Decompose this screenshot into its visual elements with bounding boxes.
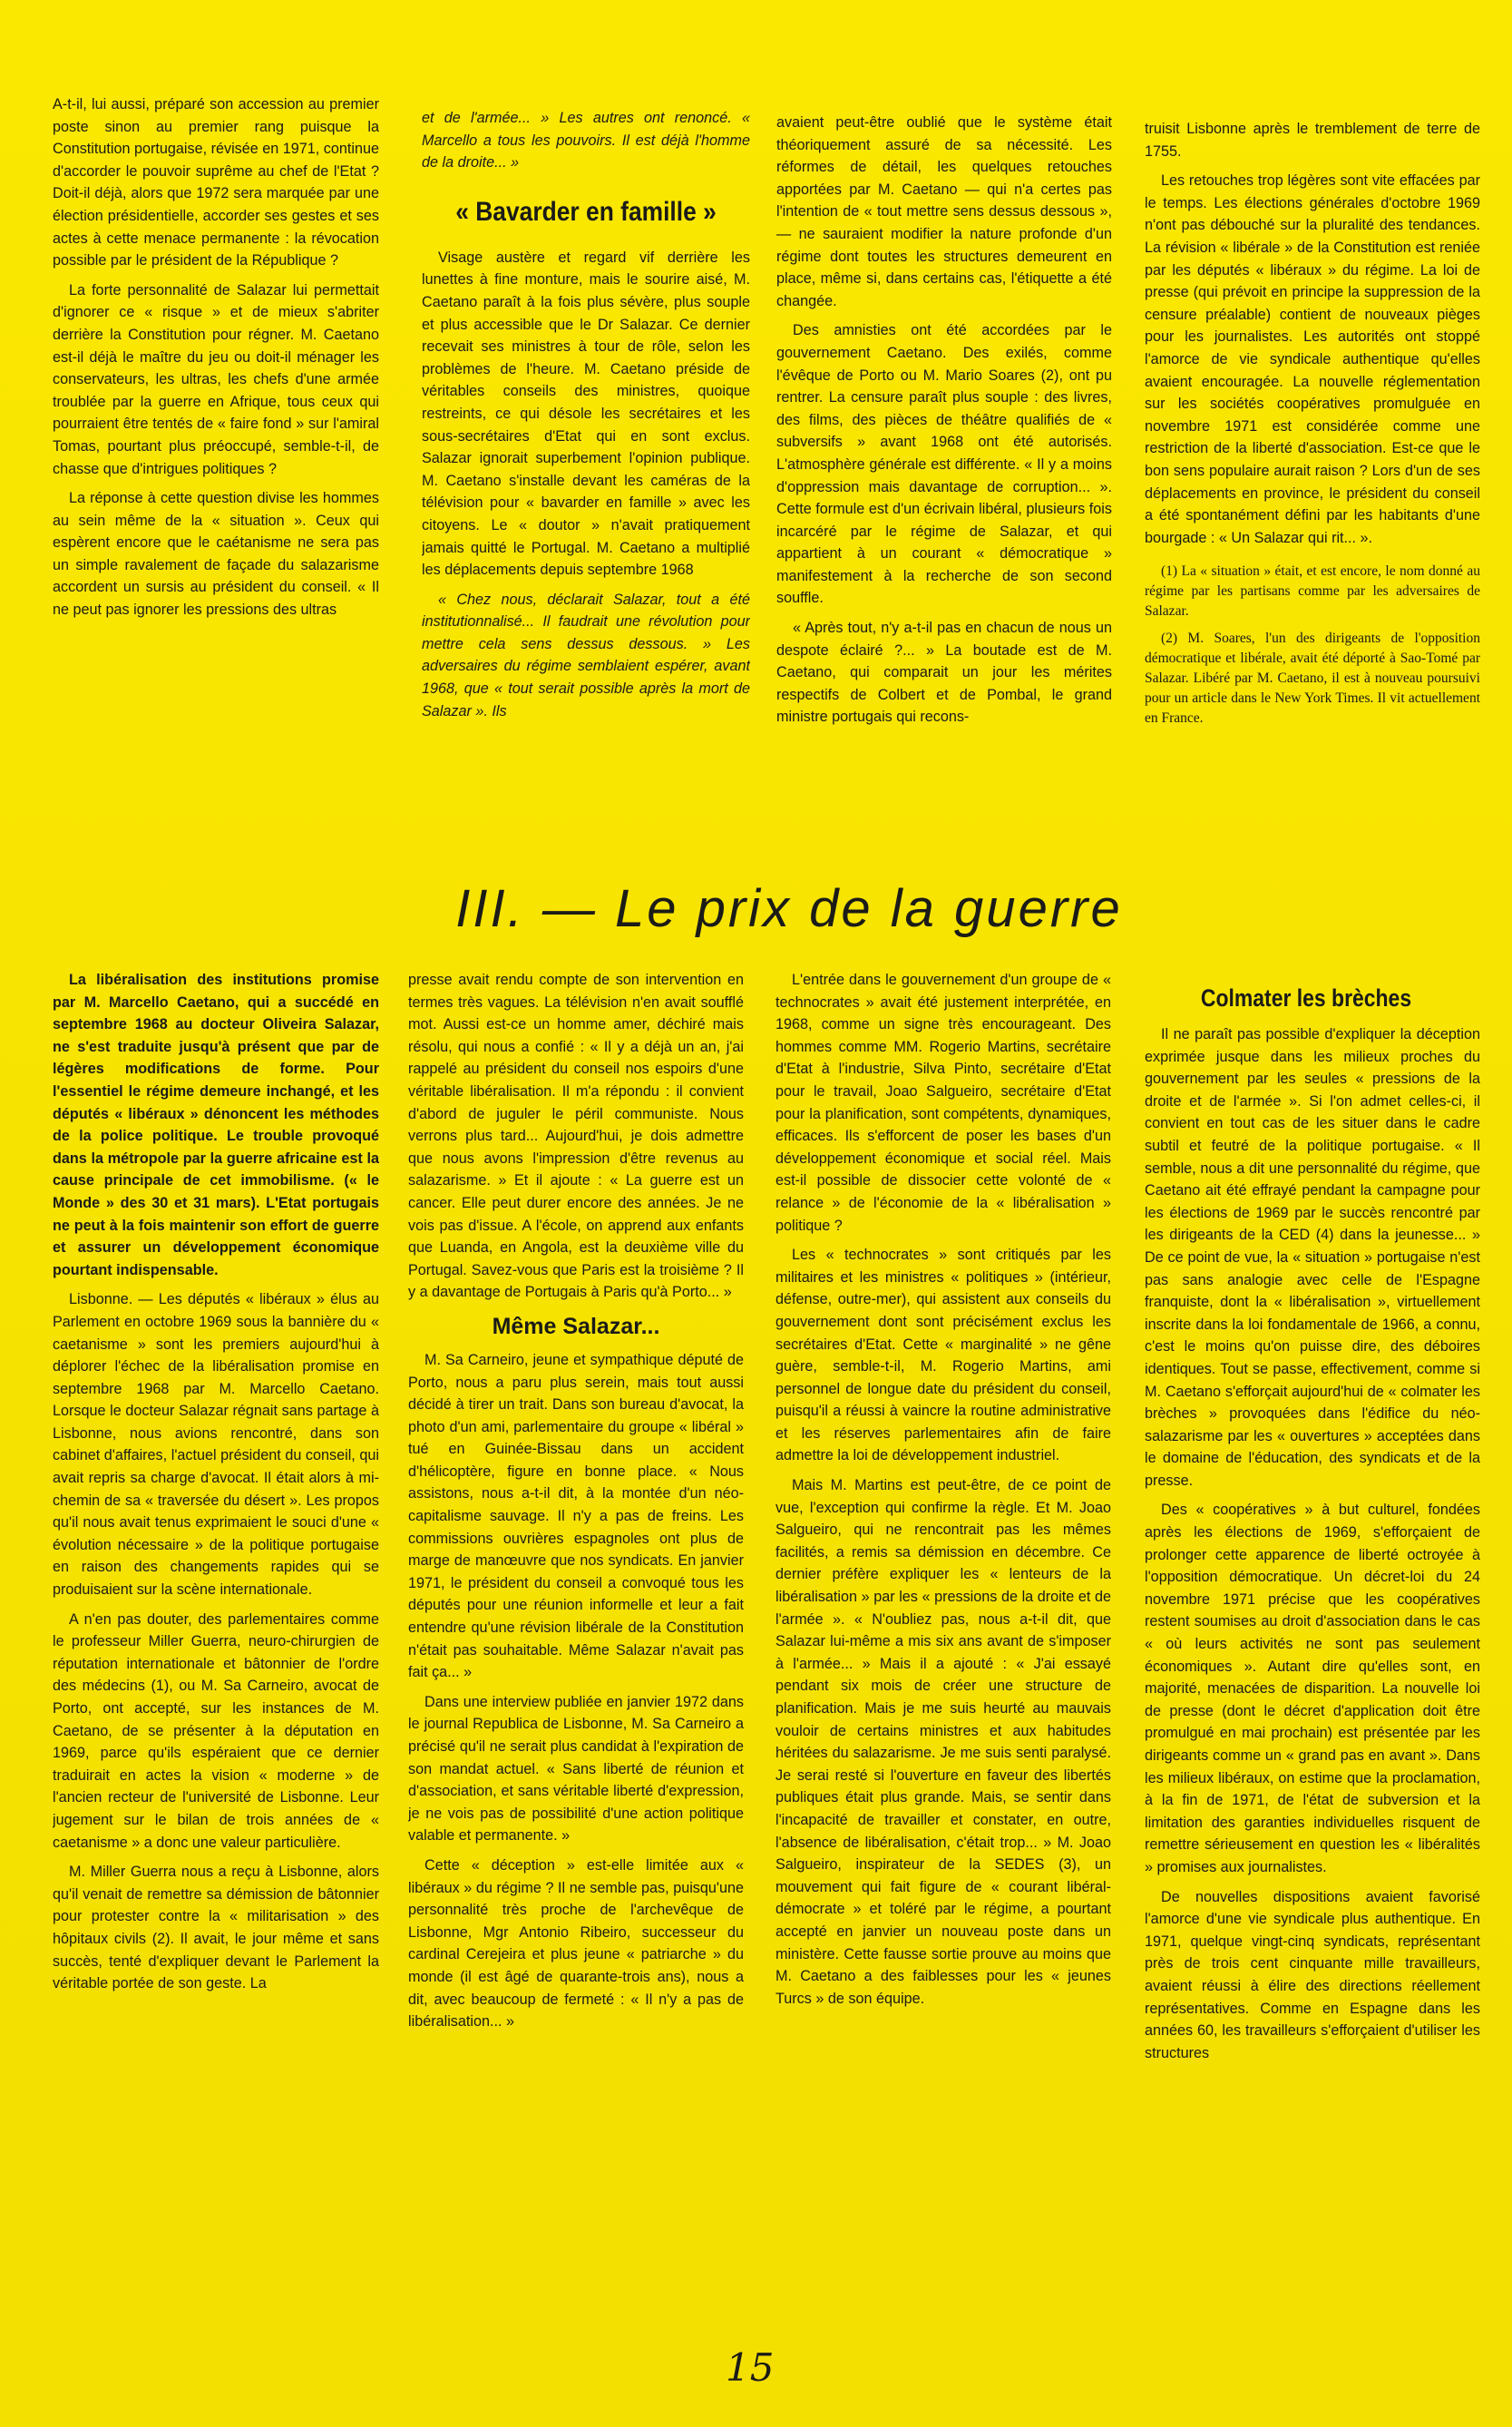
footnote: (1) La « situation » était, et est encore, le nom donné au régime par les partisans comme par les adversaires de Salazar. [1145,563,1480,620]
paragraph: M. Sa Carneiro, jeune et sympathique député de Porto, nous a paru plus serein, mais tout aussi décidé à tirer un trait. Dans son bureau d'avocat, la photo d'un ami, parlementaire du groupe « libéral » tué en Guinée-Bissau dans un accident d'hélicoptère, figure en bonne place. « Nous assistons, nous a-t-il dit, à la montée d'un néo-capitalisme sauvage. Il n'y a pas de freins. Les commissions ouvrières espagnoles ont plus de marge de manœuvre que nos syndicats. En janvier 1971, le président du conseil a convoqué tous les députés pour une réunion informelle et leur a fait entendre qu'une révision libérale de la Constitution n'était pas souhaitable. Même Salazar n'avait pas fait ça... » [408,1351,744,1681]
footnote: (2) M. Soares, l'un des dirigeants de l'opposition démocratique et libérale, avait été déporté à Sao-Tomé par Salazar. Libéré par M. Caetano, il est à nouveau poursuivi pour un article dans le New York Times. Il vit actuellement en France. [1145,631,1480,727]
bottom-column-2 [408,969,744,2403]
footnotes [1145,562,1480,729]
paragraph: Visage austère et regard vif derrière les lunettes à fine monture, mais le sourire aisé, M. Caetano paraît à la fois plus sévère, plus souple et plus accessible que le Dr Salazar. Ce dernier recevait ses ministres à tour de rôle, selon les problèmes de l'heure. M. Caetano préside de véritables conseils des ministres, quoique restreints, ce qui désole les secrétaires et les sous-secrétaires d'Etat qui en sont exclus. Salazar ignorait superbement l'opinion publique. M. Caetano s'installe devant les caméras de la télévision pour « bavarder en famille » avec les citoyens. Le « doutor » n'avait pratiquement jamais quitté le Portugal. M. Caetano a multiplié les déplacements depuis septembre 1968 [422,249,750,579]
section-subheading: Même Salazar... [492,1313,660,1339]
paragraph: L'entrée dans le gouvernement d'un groupe de « technocrates » avait été justement interprétée, en 1968, comme un signe très encourageant. Des hommes comme MM. Rogerio Martins, secrétaire d'Etat à l'industrie, Silva Pinto, secrétaire d'Etat pour le travail, Joao Salgueiro, secrétaire d'Etat pour la planification, sont compétents, dynamiques, efficaces. Ils s'efforcent de poser les bases d'un développement économique et social réel. Mais est-il possible de dissocier cette volonté de « relance » de l'économie de la « libéralisation » politique ? [776,972,1111,1234]
paragraph: Lisbonne. — Les députés « libéraux » élus au Parlement en octobre 1969 sous la bannière du « caetanisme » sont les premiers aujourd'hui à déplorer l'échec de la libéralisation promise en septembre 1968 par M. Marcello Caetano. Lorsque le docteur Salazar régnait sans partage à Lisbonne, nous avions rencontré, dans son cabinet d'affaires, l'actuel président du conseil, qui avait repris sa charge d'avocat. Il était alors à mi-chemin de sa « traversée du désert ». Les propos qu'il nous avait tenus exprimaient le souci d'une « évolution nécessaire » de la politique portugaise en raison des changements rapides qui se produisaient sur la scène internationale. [53,1291,379,1599]
paragraph: « Après tout, n'y a-t-il pas en chacun de nous un despote éclairé ?... » La boutade est de M. Caetano, qui comparait un jour les mérites respectifs de Colbert et de Pombal, le grand ministre portugais qui recons- [776,620,1112,726]
top-column-1 [53,93,379,856]
top-column-3 [776,112,1112,860]
bottom-column-3 [776,969,1111,2403]
bottom-column-1 [53,969,379,2403]
paragraph: Des amnisties ont été accordées par le gouvernement Caetano. Des exilés, comme l'évêque de Porto ou M. Mario Soares (2), ont pu rentrer. La censure paraît plus souple : des livres, des films, des pièces de théâtre qualifiés de « subversifs » avant 1968 ont été autorisés. L'atmosphère générale est différente. « Il y a moins d'oppression mais davantage de corruption... ». Cette formule est d'un écrivain libéral, plusieurs fois incarcéré par le régime de Salazar, et qui appartient à un courant « démocratique » manifestement à la recherche de son second souffle. [776,322,1112,607]
top-column-4 [1145,118,1480,871]
paragraph: A-t-il, lui aussi, préparé son accession au premier poste sinon au premier rang puisque la Constitution portugaise, révisée en 1971, continue d'accorder le pouvoir suprême au chef de l'Etat ? Doit-il déjà, alors que 1972 sera marquée par une élection présidentielle, accorder ses gestes et ses actes à cette menace permanente : la révocation possible par le président de la République ? [53,96,379,269]
paragraph: La réponse à cette question divise les hommes au sein même de la « situation ». Ceux qui espèrent encore que le caétanisme ne sera pas un simple ravalement de façade du salazarisme accordent un sursis au président du conseil. « Il ne peut pas ignorer les pressions des ultras [53,490,379,619]
paragraph: La forte personnalité de Salazar lui permettait d'ignorer ce « risque » et de mieux s'abriter derrière la Constitution pour régner. M. Caetano est-il déjà le maître du jeu ou doit-il ménager les conservateurs, les ultras, les chefs d'une armée troublée par la guerre en Afrique, tous ceux qui pourraient être tentés de « faire fond » sur l'amiral Tomas, pourtant plus préoccupé, semble-t-il, de chasse que d'intrigues politiques ? [53,281,379,477]
paragraph: « Chez nous, déclarait Salazar, tout a été institutionnalisé... Il faudrait une révolution pour mettre cela sens dessus dessous. » Les adversaires du régime semblaient espérer, avant 1968, que « tout serait possible après la mort de Salazar ». Ils [422,591,750,719]
paragraph: De nouvelles dispositions avaient favorisé l'amorce d'une vie syndicale plus authentique. En 1971, quelque vingt-cinq syndicats, représentant près de trois cent cinquante mille travailleurs, avaient réussi à élire des directions réellement représentatives. Comme en Espagne dans les années 60, les travailleurs s'efforçaient d'utiliser les structures [1145,1888,1480,2061]
paragraph: Les retouches trop légères sont vite effacées par le temps. Les élections générales d'octobre 1969 n'ont pas débouché sur la pluralité des tendances. La révision « libérale » de la Constitution est reniée par les députés « libéraux » du régime. La loi de presse (qui prévoit en principe la suppression de la censure préalable) contient de nouveaux pièges pour les journalistes. Les autorités ont stoppé l'amorce de vie syndicale authentique qu'elles avaient encouragée. La nouvelle réglementation sur les sociétés coopératives promulguée en novembre 1971 est considérée comme une restriction de la liberté d'association. Est-ce que le bon sens populaire aurait raison ? Lors d'un de ses déplacements en province, le président du conseil a été spontanément défini par les habitants d'une bourgade : « Un Salazar qui rit... ». [1145,172,1480,546]
lead-paragraph: La libéralisation des institutions promise par M. Marcello Caetano, qui a succédé en septembre 1968 au docteur Oliveira Salazar, ne s'est traduite jusqu'à présent que par de légères modifications de forme. Pour l'essentiel le régime demeure inchangé, et les députés « libéraux » dénoncent les méthodes de la police politique. Le trouble provoqué dans la métropole par la guerre africaine est la cause principale de cet immobilisme. (« le Monde » des 30 et 31 mars). L'Etat portugais ne peut à la fois maintenir son effort de guerre et assurer un développement économique pourtant indispensable. [53,972,379,1278]
paragraph: Cette « déception » est-elle limitée aux « libéraux » du régime ? Il ne semble pas, puisqu'une personnalité très proche de l'archevêque de Lisbonne, Mgr Antonio Ribeiro, successeur du cardinal Cerejeira et plus jeune « patriarche » du monde (il est âgé de quarante-trois ans), nous a dit, avec beaucoup de fermeté : « Il n'y a pas de libéralisation... » [408,1856,744,2031]
paragraph: presse avait rendu compte de son intervention en termes très vagues. La télévision n'en avait soufflé mot. Aussi est-ce un homme amer, déchiré mais résolu, qui nous a confié : « Il y a déjà un an, j'ai rappelé au président du conseil nos espoirs d'une véritable libéralisation. Il m'a répondu : il convient d'abord de juguler le péril communiste. Nous verrons plus tard... Aujourd'hui, je dois admettre que nous avons l'impression d'être revenus au salazarisme. » Et il ajoute : « La guerre est un cancer. Elle peut durer encore des années. Je ne vois pas d'issue. A l'école, on apprend aux enfants que Luanda, en Angola, est la deuxième ville du Portugal. Savez-vous que Paris est la troisième ? Il y a davantage de Portugais à Paris qu'à Porto... » [408,972,744,1301]
paragraph: Dans une interview publiée en janvier 1972 dans le journal Republica de Lisbonne, M. Sa Carneiro a précisé qu'il ne serait plus candidat à l'expiration de son mandat actuel. « Sans liberté de réunion et d'association, et sans véritable liberté d'expression, je ne vois pas de possibilité d'une action politique valable et permanente. » [408,1693,744,1845]
section-title: III. — Le prix de la guerre [455,879,1123,938]
paragraph: avaient peut-être oublié que le système était théoriquement assuré de sa nécessité. Les réformes de détail, les quelques retouches apportées par M. Caetano — qui n'a certes pas l'intention de « tout mettre sens dessus dessous », — ne sauraient modifier la nature profonde d'un régime dont toutes les structures demeurent en place, même si, dans certains cas, l'étiquette a été changée. [776,114,1112,309]
paragraph: Des « coopératives » à but culturel, fondées après les élections de 1969, s'efforçaient de prolonger cette apparence de liberté octroyée à l'opposition démocratique. Un décret-loi du 24 novembre 1971 précise que les coopératives restent soumises au droit d'association dans le cas « où leurs activités ne sont pas seulement économiques ». Autant dire qu'elles sont, en majorité, menacées de disparition. La nouvelle loi de presse (dont le décret d'application doit être promulgué en mai prochain) est présentée par les dirigeants comme un « grand pas en avant ». Dans les milieux libéraux, on estime que la proclamation, à la fin de 1971, de l'état de subversion et la limitation des garanties individuelles risquent de remettre sérieusement en question les « libéralités » promises aux journalistes. [1145,1502,1480,1875]
bottom-column-4 [1145,1023,1480,2412]
section-subheading: Colmater les brèches [1200,984,1412,1012]
paragraph: et de l'armée... » Les autres ont renoncé. « Marcello a tous les pouvoirs. Il est déjà l'homme de la droite... » [422,110,750,171]
paragraph: Il ne paraît pas possible d'expliquer la déception exprimée jusque dans les milieux proches du gouvernement par les seules « pressions de la droite et de l'armée ». Si l'on admet celles-ci, il convient en tout cas de les situer dans le cadre subtil et feutré de la politique portugaise. « Il semble, nous a dit une personnalité du régime, que Caetano ait été effrayé pendant la campagne pour les élections de 1969 par le succès rencontré par les dirigeants de la CED (4) dans la jeunesse... » De ce point de vue, la « situation » portugaise n'est pas sans analogie avec celle de l'Espagne franquiste, dont la « libéralisation », virtuellement inscrite dans la loi fondamentale de 1966, a connu, c'est le moins qu'on puisse dire, des déboires identiques. Tout se passe, effectivement, comme si M. Caetano s'efforçait aujourd'hui de « colmater les brèches » provoquées dans l'édifice du néo-salazarisme par les « ouvertures » acceptées dans le domaine de l'éducation, des syndicats et de la presse. [1145,1026,1480,1489]
section-subheading: « Bavarder en famille » [455,196,717,227]
top-column-2 [422,107,750,860]
paragraph: Les « technocrates » sont critiqués par les militaires et les ministres « politiques » (intérieur, défense, outre-mer), qui assistent aux conseils du gouvernement dont sont précisément exclus les secrétaires d'Etat. Cette « marginalité » ne gêne guère, semble-t-il, M. Rogerio Martins, ami personnel de longue date du président du conseil, puisqu'il a réussi à vaincre la routine administrative et les réserves parlementaires afin de faire admettre la loi de développement industriel. [776,1247,1111,1464]
paragraph: Mais M. Martins est peut-être, de ce point de vue, l'exception qui confirme la règle. Et M. Joao Salgueiro, qui ne rencontrait pas les mêmes facilités, a remis sa démission en décembre. Ce dernier préfère expliquer les « lenteurs de la libéralisation » par les « pressions de la droite et de l'armée ». « N'oubliez pas, nous a-t-il dit, que Salazar lui-même a mis six ans avant de s'imposer à l'armée... » Mais il a ajouté : « J'ai essayé pendant six mois de créer une structure de planification. Mais je me suis heurté au mauvais vouloir de certains ministres et aux habitudes héritées du salazarisme. Je me suis senti paralysé. Je serai resté si l'ouverture en faveur des libertés publiques était plus grande. Mais, se sentir dans l'incapacité de travailler et constater, en outre, l'absence de libéralisation, c'était trop... » M. Joao Salgueiro, inspirateur de la SEDES (3), un mouvement qui fait figure de « courant libéral-démocrate » et toléré par le régime, a pourtant accepté en janvier un nouveau poste dans un ministère. Cette fausse sortie prouve au moins que M. Caetano a des faiblesses pour les « jeunes Turcs » de son équipe. [776,1477,1111,2007]
paragraph: A n'en pas douter, des parlementaires comme le professeur Miller Guerra, neuro-chirurgien de réputation internationale et bâtonnier de l'ordre des médecins (1), ou M. Sa Carneiro, avocat de Porto, ont accepté, sur les instances de M. Caetano, de se présenter à la députation en 1969, parce qu'ils espéraient que ce dernier traduirait en actes la vision « moderne » de l'ancien recteur de l'université de Lisbonne. Leur jugement sur le bilan de trois années de « caetanisme » a donc une valeur particulière. [53,1610,379,1851]
paragraph: M. Miller Guerra nous a reçu à Lisbonne, alors qu'il venait de remettre sa démission de bâtonnier pour protester contre la « militarisation » des hôpitaux civils (2). Il avait, le jour même et sans succès, tenté d'expliquer devant le Parlement la véritable portée de son geste. La [53,1864,379,1992]
paragraph: truisit Lisbonne après le tremblement de terre de 1755. [1145,121,1480,160]
page-number: 15 [726,2345,775,2390]
